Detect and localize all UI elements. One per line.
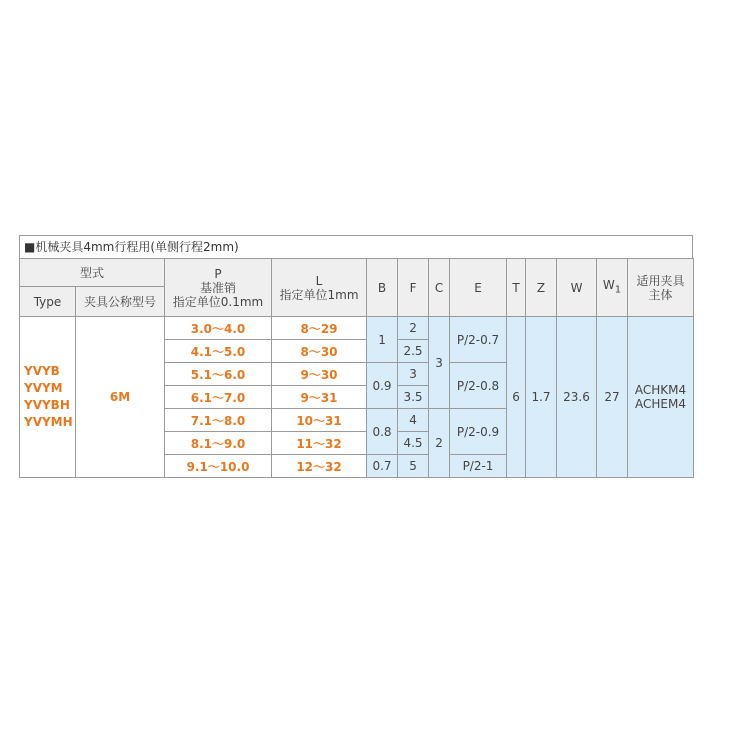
header-row-1	[20, 259, 694, 287]
table-row	[20, 317, 694, 340]
t-cell: 6	[507, 317, 526, 478]
l-cell: 8～30	[272, 340, 367, 363]
z-cell: 1.7	[526, 317, 557, 478]
col-header-p	[165, 259, 272, 317]
p-cell: 4.1～5.0	[165, 340, 272, 363]
l-cell: 10～31	[272, 409, 367, 432]
b-cell: 0.9	[367, 363, 398, 409]
b-cell: 0.8	[367, 409, 398, 455]
f-cell: 4	[398, 409, 429, 432]
l-cell: 11～32	[272, 432, 367, 455]
f-cell: 4.5	[398, 432, 429, 455]
w1-cell: 27	[597, 317, 628, 478]
col-header-e: E	[450, 259, 507, 317]
applicable-cell	[628, 317, 694, 478]
col-header-w1	[597, 259, 628, 317]
type-list	[20, 317, 76, 478]
w-cell: 23.6	[557, 317, 597, 478]
type-name: YVYMH	[24, 415, 73, 429]
col-header-applicable	[628, 259, 694, 317]
e-cell: P/2-1	[450, 455, 507, 478]
l-cell: 9～31	[272, 386, 367, 409]
col-header-c: C	[429, 259, 450, 317]
l-cell: 9～30	[272, 363, 367, 386]
e-cell: P/2-0.7	[450, 317, 507, 363]
f-cell: 2	[398, 317, 429, 340]
f-cell: 2.5	[398, 340, 429, 363]
col-header-p-line: 基准销	[200, 280, 237, 295]
applicable-model: ACHKM4	[634, 383, 687, 397]
e-cell: P/2-0.8	[450, 363, 507, 409]
col-header-b: B	[367, 259, 398, 317]
p-cell: 3.0～4.0	[165, 317, 272, 340]
col-header-w1-sub: 1	[614, 284, 622, 296]
col-header-applicable-line: 主体	[648, 287, 673, 302]
p-cell: 5.1～6.0	[165, 363, 272, 386]
c-cell: 2	[429, 409, 450, 478]
applicable-model: ACHEM4	[635, 397, 686, 411]
f-cell: 5	[398, 455, 429, 478]
col-header-z: Z	[526, 259, 557, 317]
col-header-f: F	[398, 259, 429, 317]
b-cell: 0.7	[367, 455, 398, 478]
b-cell: 1	[367, 317, 398, 363]
table-caption: ■机械夹具4mm行程用(单侧行程2mm)	[19, 235, 693, 258]
col-header-model-group: 型式	[20, 259, 165, 287]
col-header-jig-model: 夹具公称型号	[76, 287, 165, 317]
col-header-l-line: 指定单位1mm	[279, 287, 359, 302]
col-header-t: T	[507, 259, 526, 317]
type-name: YVYBH	[24, 398, 70, 412]
col-header-w1-main: W	[602, 277, 615, 292]
l-cell: 8～29	[272, 317, 367, 340]
col-header-type: Type	[20, 287, 76, 317]
c-cell: 3	[429, 317, 450, 409]
type-name: YVYM	[24, 381, 63, 395]
l-cell: 12～32	[272, 455, 367, 478]
col-header-applicable-line: 适用夹具	[636, 273, 685, 288]
spec-table	[19, 258, 694, 478]
p-cell: 9.1～10.0	[165, 455, 272, 478]
p-cell: 6.1～7.0	[165, 386, 272, 409]
p-cell: 8.1～9.0	[165, 432, 272, 455]
col-header-p-line: 指定单位0.1mm	[172, 294, 264, 309]
type-name: YVYB	[24, 364, 60, 378]
col-header-w: W	[557, 259, 597, 317]
f-cell: 3.5	[398, 386, 429, 409]
col-header-p-line: P	[214, 266, 222, 281]
p-cell: 7.1～8.0	[165, 409, 272, 432]
jig-model: 6M	[76, 317, 165, 478]
col-header-l-line: L	[315, 273, 323, 288]
col-header-l	[272, 259, 367, 317]
e-cell: P/2-0.9	[450, 409, 507, 455]
spec-table-block	[19, 235, 693, 478]
f-cell: 3	[398, 363, 429, 386]
